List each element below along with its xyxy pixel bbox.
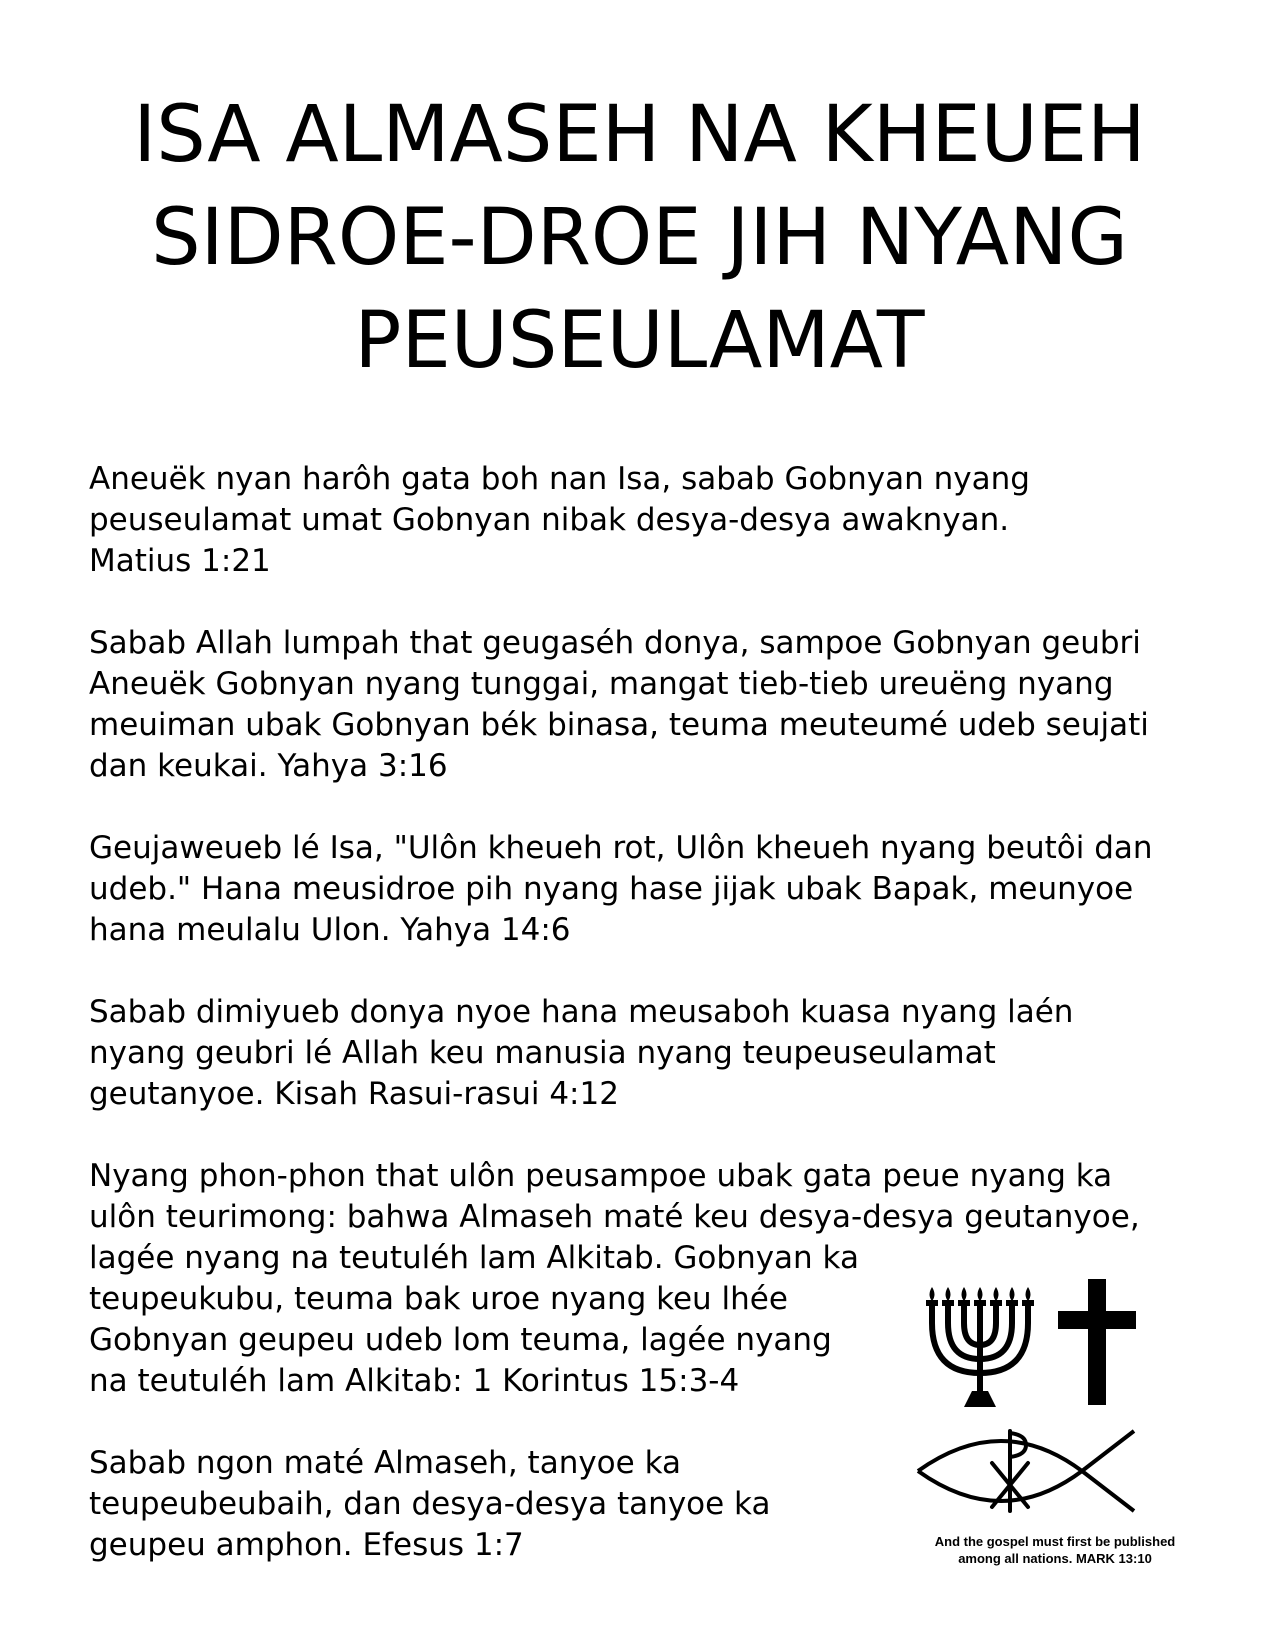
verse-line: peuseulamat umat Gobnyan nibak desya-desya awaknyan. — [89, 502, 1010, 538]
faith-symbols — [920, 1283, 1210, 1563]
caption-line: And the gospel must first be published — [934, 1534, 1176, 1549]
verse-line: Geujaweueb lé Isa, "Ulôn kheueh rot, Ulôn kheueh nyang beutôi dan — [89, 830, 1153, 866]
verse-line: lagée nyang na teutuléh lam Alkitab. Gobnyan ka — [89, 1240, 859, 1276]
verse-line: Nyang phon-phon that ulôn peusampoe ubak gata peue nyang ka — [89, 1158, 1113, 1194]
verse-line: nyang geubri lé Allah keu manusia nyang teupeuseulamat — [89, 1035, 996, 1071]
verse-line: dan keukai. Yahya 3:16 — [89, 748, 448, 784]
ichthys-chi-rho-icon — [912, 1421, 1142, 1521]
verse-yahya-3-16 — [89, 623, 1209, 787]
verse-line: meuiman ubak Gobnyan bék binasa, teuma meuteumé udeb seujati — [89, 707, 1149, 743]
verse-line: hana meulalu Ulon. Yahya 14:6 — [89, 912, 571, 948]
verse-line: ulôn teurimong: bahwa Almaseh maté keu desya-desya geutanyoe, — [89, 1199, 1140, 1235]
verse-line: Matius 1:21 — [89, 543, 271, 579]
verse-line: udeb." Hana meusidroe pih nyang hase jijak ubak Bapak, meunyoe — [89, 871, 1134, 907]
menorah-icon — [920, 1283, 1040, 1413]
verse-line: teupeubeubaih, dan desya-desya tanyoe ka — [89, 1486, 771, 1522]
title-line: ISA ALMASEH NA KHEUEH — [133, 90, 1146, 180]
cross-icon — [1052, 1275, 1142, 1409]
verse-kisah-4-12 — [89, 992, 1209, 1115]
verse-line: Sabab dimiyueb donya nyoe hana meusaboh kuasa nyang laén — [89, 994, 1074, 1030]
page-title — [40, 84, 1239, 393]
verse-line: Aneuëk nyan harôh gata boh nan Isa, sabab Gobnyan nyang — [89, 461, 1030, 497]
verse-line: Sabab ngon maté Almaseh, tanyoe ka — [89, 1445, 681, 1481]
caption-line: among all nations. MARK 13:10 — [958, 1551, 1152, 1566]
scripture-caption — [905, 1533, 1205, 1567]
title-line: SIDROE-DROE JIH NYANG — [151, 193, 1128, 283]
verse-line: teupeukubu, teuma bak uroe nyang keu lhée — [89, 1281, 788, 1317]
verse-yahya-14-6 — [89, 828, 1209, 951]
verse-matius-1-21 — [89, 459, 1209, 582]
verse-line: Gobnyan geupeu udeb lom teuma, lagée nyang — [89, 1322, 832, 1358]
verse-line: geupeu amphon. Efesus 1:7 — [89, 1527, 524, 1563]
verse-line: Sabab Allah lumpah that geugaséh donya, sampoe Gobnyan geubri — [89, 625, 1141, 661]
verse-line: Aneuëk Gobnyan nyang tunggai, mangat tieb-tieb ureuëng nyang — [89, 666, 1114, 702]
title-line: PEUSEULAMAT — [354, 296, 925, 386]
verse-line: na teutuléh lam Alkitab: 1 Korintus 15:3-4 — [89, 1363, 740, 1399]
verse-line: geutanyoe. Kisah Rasui-rasui 4:12 — [89, 1076, 619, 1112]
